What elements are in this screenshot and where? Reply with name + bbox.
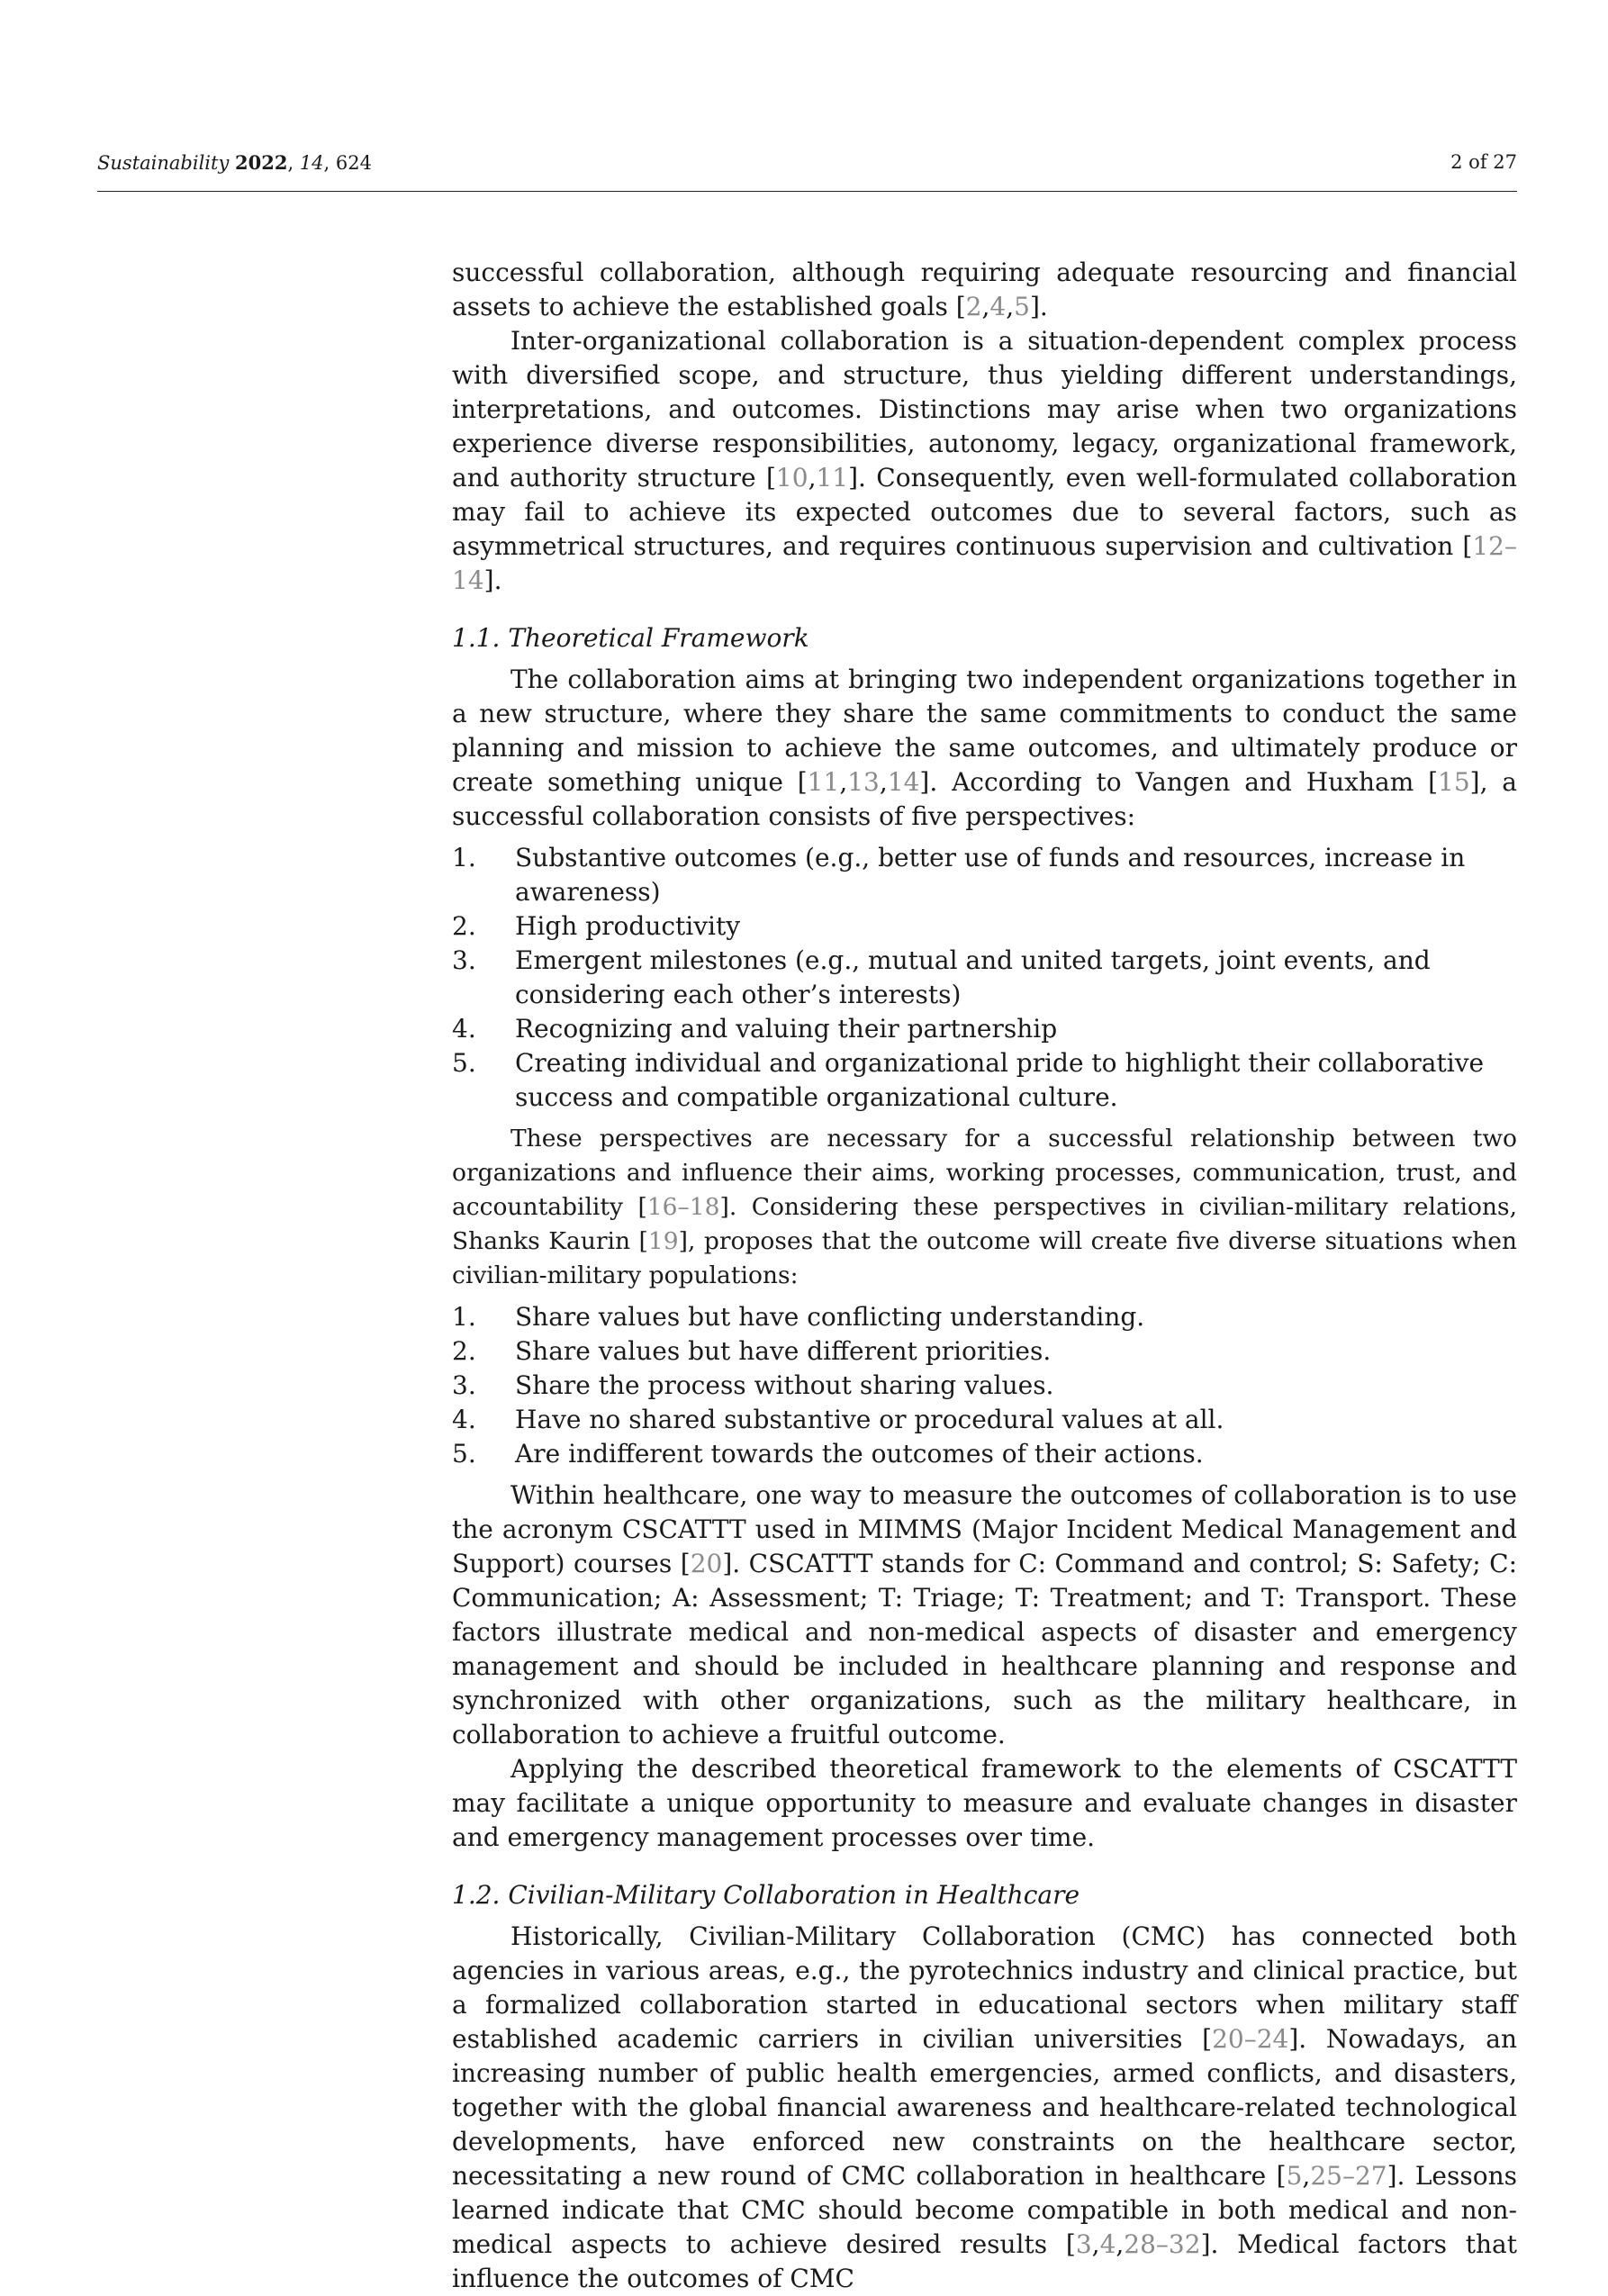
citation-link[interactable]: 4 [989, 292, 1007, 321]
paragraph: Applying the described theoretical framework to the elements of CSCATTT may facilitate a unique opportunity to measure and evaluate changes in disaster and emergency management processes over time. [452, 1754, 1517, 1852]
citation-link[interactable]: 13 [847, 767, 880, 797]
citation-link[interactable]: 5 [1286, 2161, 1303, 2191]
numbered-list [452, 1300, 1517, 1471]
list-item: 5. Creating individual and organizational pride to highlight their collaborative success and compatible organizational culture. [452, 1048, 1485, 1112]
citation-link[interactable]: 25–27 [1310, 2161, 1387, 2191]
list-item: 1. Substantive outcomes (e.g., better use of funds and resources, increase in awareness) [452, 843, 1466, 907]
list-item: 4. Have no shared substantive or procedural values at all. [452, 1405, 1224, 1434]
citation-link[interactable]: 16–18 [646, 1193, 720, 1221]
citation-link[interactable]: 19 [647, 1227, 679, 1255]
list-item: 3. Emergent milestones (e.g., mutual and united targets, joint events, and considering each other’s interests) [452, 945, 1431, 1009]
paragraph: These perspectives are necessary for a successful relationship between two organizations and influence their aims, working processes, communication, trust, and accountability [16–18]. Considering these perspectives in civilian-military relations, Shanks Kaurin [19], proposes that the outcome will create five diverse situations when civilian-military populations: [452, 1125, 1517, 1289]
list-item: 3. Share the process without sharing values. [452, 1370, 1054, 1400]
citation-link[interactable]: 14 [887, 767, 920, 797]
paragraph: successful collaboration, although requiring adequate resourcing and financial assets to achieve the established goals [2,4,5]. [452, 258, 1517, 321]
numbered-list [452, 841, 1517, 1115]
list-item: 2. High productivity [452, 911, 741, 941]
citation-link[interactable]: 3 [1075, 2229, 1092, 2259]
article-body [452, 256, 1517, 2296]
page-header [97, 151, 1517, 182]
paragraph: Inter-organizational collaboration is a situation-dependent complex process with diversified scope, and structure, thus yielding different understandings, interpretations, and outcomes. Distinctions may arise when two organizations experience diverse responsibilities, autonomy, legacy, organizational framework, and authority structure [10,11]. Consequently, even well-formulated collaboration may fail to achieve its expected outcomes due to several factors, such as asymmetrical structures, and requires continuous supervision and cultivation [12–14]. [452, 326, 1518, 595]
list-item: 5. Are indifferent towards the outcomes of their actions. [452, 1439, 1204, 1469]
paragraph: Historically, Civilian-Military Collaboration (CMC) has connected both agencies in various areas, e.g., the pyrotechnics industry and clinical practice, but a formalized collaboration started in educational sectors when military staff established academic carriers in civilian universities [20–24]. Nowadays, an increasing number of public health emergencies, armed conflicts, and disasters, together with the global financial awareness and healthcare-related technological developments, have enforced new constraints on the healthcare sector, necessitating a new round of CMC collaboration in healthcare [5,25–27]. Lessons learned indicate that CMC should become compatible in both medical and non-medical aspects to achieve desired results [3,4,28–32]. Medical factors that influence the outcomes of CMC [452, 1921, 1518, 2293]
list-item: 1. Share values but have conflicting understanding. [452, 1302, 1145, 1332]
header-rule [97, 191, 1517, 192]
section-heading: 1.1. Theoretical Framework [452, 623, 809, 653]
citation-link[interactable]: 4 [1099, 2229, 1116, 2259]
list-item: 2. Share values but have different priorities. [452, 1336, 1052, 1366]
citation-link[interactable]: 12–14 [452, 531, 1517, 595]
citation-link[interactable]: 20–24 [1212, 2024, 1289, 2054]
citation-link[interactable]: 11 [807, 767, 840, 797]
citation-link[interactable]: 10 [775, 463, 809, 493]
citation-link[interactable]: 2 [965, 292, 982, 321]
journal-citation: Sustainability 2022, 14, 624 [97, 151, 372, 174]
citation-link[interactable]: 5 [1014, 292, 1030, 321]
paragraph: The collaboration aims at bringing two independent organizations together in a new structure, where they share the same commitments to conduct the same planning and mission to achieve the same outcomes, and ultimately produce or create something unique [11,13,14]. According to Vangen and Huxham [15], a successful collaboration consists of five perspectives: [452, 664, 1517, 831]
page-number: 2 of 27 [1450, 151, 1517, 173]
citation-link[interactable]: 20 [690, 1549, 723, 1578]
citation-link[interactable]: 15 [1438, 767, 1470, 797]
section-heading: 1.2. Civilian-Military Collaboration in Healthcare [452, 1880, 1080, 1910]
paragraph: Within healthcare, one way to measure the outcomes of collaboration is to use the acronym CSCATTT used in MIMMS (Major Incident Medical Management and Support) courses [20]. CSCATTT stands for C: Command and control; S: Safety; C: Communication; A: Assessment; T: Triage; T: Treatment; and T: Transport. These factors illustrate medical and non-medical aspects of disaster and emergency management and should be included in healthcare planning and response and synchronized with other organizations, such as the military healthcare, in collaboration to achieve a fruitful outcome. [452, 1480, 1517, 1749]
citation-link[interactable]: 11 [816, 463, 849, 493]
list-item: 4. Recognizing and valuing their partnership [452, 1014, 1058, 1044]
citation-link[interactable]: 28–32 [1124, 2229, 1201, 2259]
